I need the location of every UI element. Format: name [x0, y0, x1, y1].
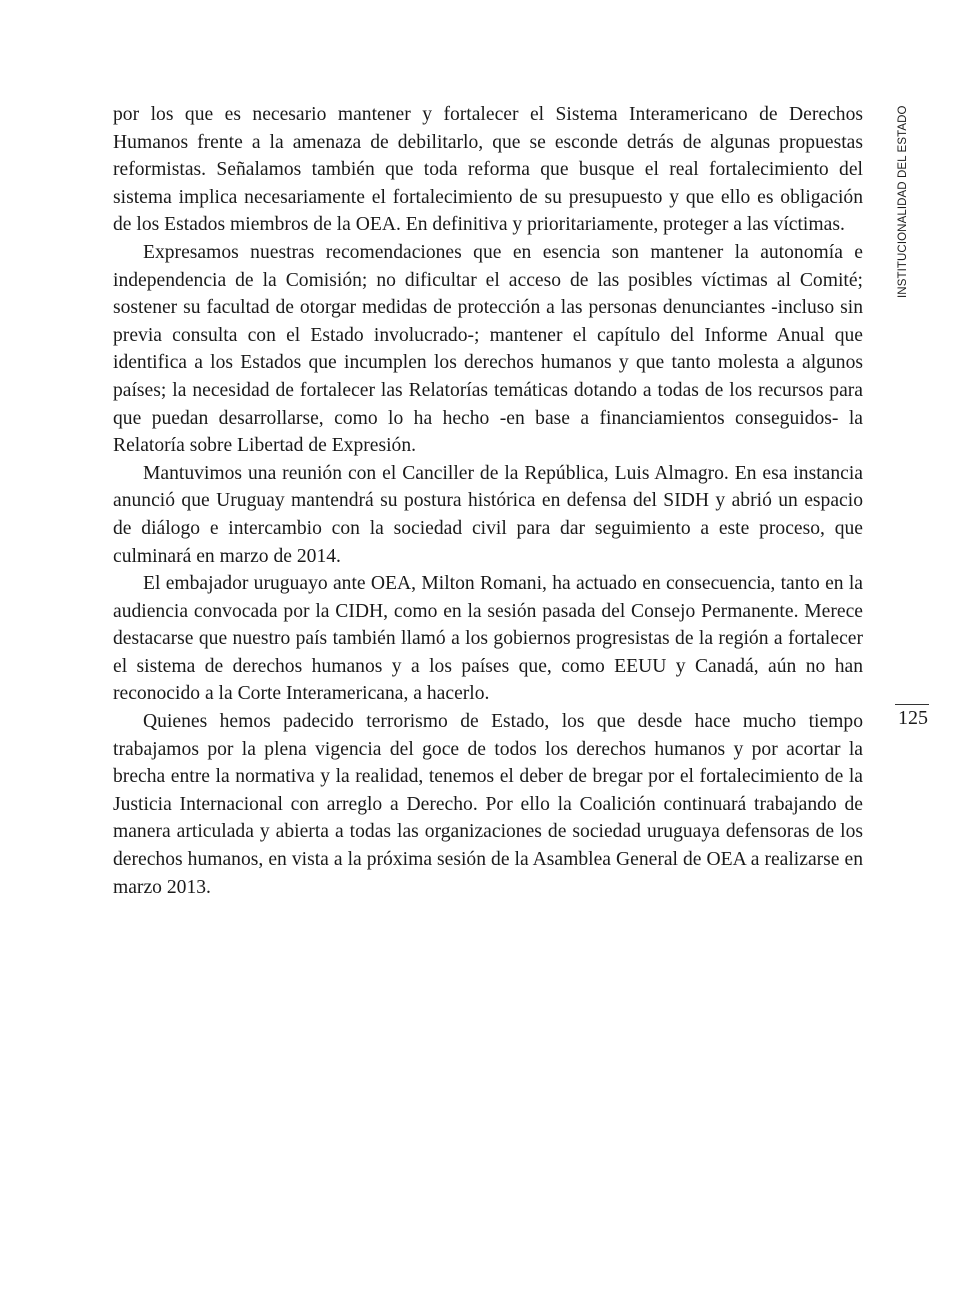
paragraph-ambassador: El embajador uruguayo ante OEA, Milton Romani, ha actuado en consecuencia, tanto en la audiencia convocada por la CIDH, como en la sesión pasada del Consejo Permanente. Merece destacarse que nuestro país también llamó a los gobiernos progresistas de la región a fortalecer el sistema de derechos humanos y a los países que, como EEUU y Canadá, aún no han reconocido a la Corte Interamericana, a hacerlo.: [113, 573, 863, 705]
paragraph-closing: Quienes hemos padecido terrorismo de Estado, los que desde hace mucho tiempo trabajamos por la plena vigencia del goce de todos los derechos humanos y por acortar la brecha entre la normativa y la realidad, tenemos el deber de bregar por el fortalecimiento de la Justicia Internacional con arreglo a Derecho. Por ello la Coalición continuará trabajando de manera articulada y abierta a todas las organizaciones de sociedad uruguaya defensoras de los derechos humanos, en vista a la próxima sesión de la Asamblea General de OEA a realizarse en marzo 2013.: [113, 711, 863, 898]
page-number-rule: [895, 704, 929, 705]
paragraph-continuation: por los que es necesario mantener y fortalecer el Sistema Interamericano de Derechos Humanos frente a la amenaza de debilitarlo, que se esconde detrás de algunas propuestas reformistas. Señalamos también que toda reforma que busque el real fortalecimiento del sistema implica necesariamente el fortalecimiento de su presupuesto y que ello es obligación de los Estados miembros de la OEA. En definitiva y prioritariamente, proteger a las víctimas.: [113, 104, 863, 236]
paragraph-meeting-chancellor: Mantuvimos una reunión con el Canciller de la República, Luis Almagro. En esa instancia anunció que Uruguay mantendrá su postura histórica en defensa del SIDH y abrió un espacio de diálogo e intercambio con la sociedad civil para dar seguimiento a este proceso, que culminará en marzo de 2014.: [113, 462, 863, 567]
body-text: [113, 101, 863, 901]
page-number: 125: [898, 707, 928, 729]
paragraph-recommendations: Expresamos nuestras recomendaciones que en esencia son mantener la autonomía e independencia de la Comisión; no dificultar el acceso de las posibles víctimas al Comité; sostener su facultad de otorgar medidas de protección a las personas denunciantes -incluso sin previa consulta con el Estado involucrado-; mantener el capítulo del Informe Anual que identifica a los Estados que incumplen los derechos humanos y que tanto molesta a algunos países; la necesidad de fortalecer las Relatorías temáticas dotando a todas de los recursos para que puedan desarrollarse, como lo ha hecho -en base a financiamientos conseguidos- la Relatoría sobre Libertad de Expresión.: [113, 241, 863, 457]
running-head: INSTITUCIONALIDAD DEL ESTADO: [897, 105, 909, 298]
